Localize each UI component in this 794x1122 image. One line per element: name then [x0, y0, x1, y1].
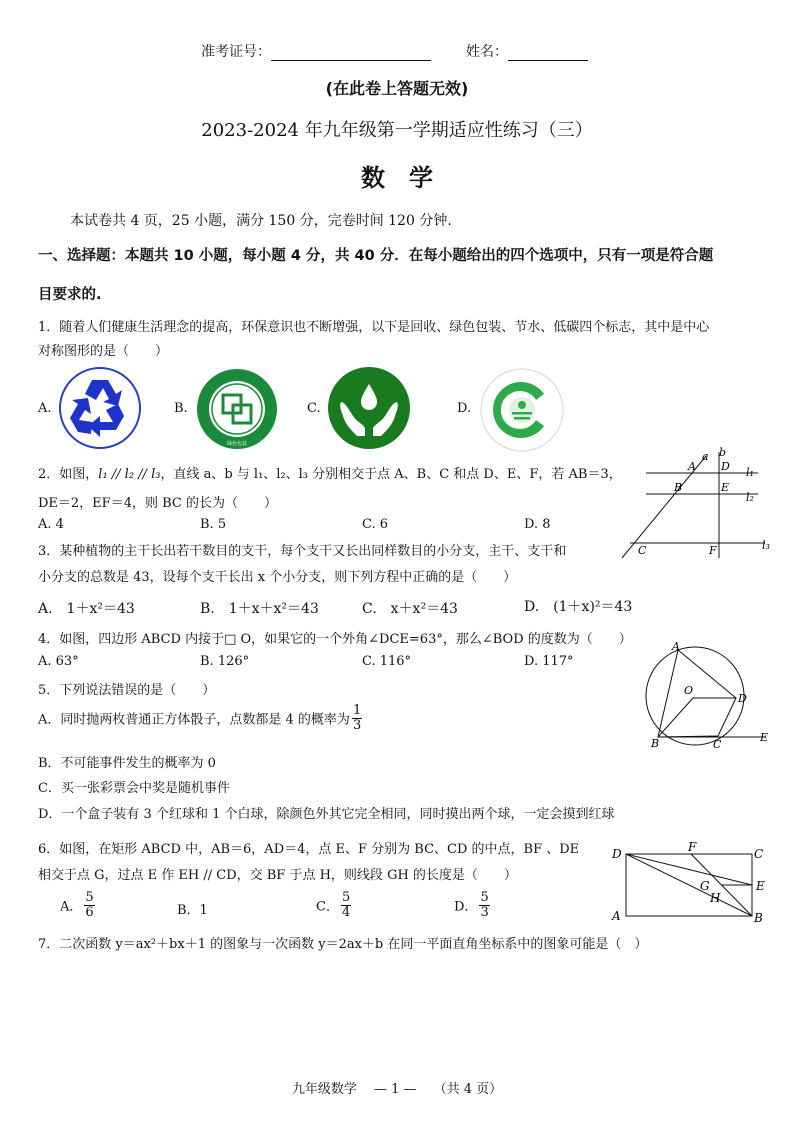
q3-option-c: C. x＋x²＝43	[362, 601, 458, 617]
section-heading-cont: 目要求的.	[38, 287, 102, 303]
q2-label-a: a	[702, 450, 709, 463]
q4-label-O: O	[684, 684, 694, 697]
name-label: 姓名：	[466, 44, 508, 60]
q2-label-E: E	[721, 481, 730, 494]
q6-opt-d-label: D．	[454, 899, 478, 915]
q1-option-d: D.	[457, 401, 472, 416]
q2-label-B: B	[674, 481, 683, 494]
q6-opt-c-num: 5	[341, 890, 351, 905]
q1-stem: 1．随着人们健康生活理念的提高，环保意识也不断增强，以下是回收、绿色包装、节水、低碳四个标志，其中是中心	[38, 320, 710, 335]
q2-label-D: D	[721, 460, 730, 473]
q6-opt-c-den: 4	[341, 904, 351, 920]
q4-option-d: D. 117°	[524, 654, 574, 669]
q2-label-l1: l₁	[746, 466, 754, 479]
q2-label-A: A	[688, 460, 696, 473]
q6-opt-d-den: 3	[480, 904, 489, 920]
q3-option-d: D. (1＋x)²＝43	[524, 599, 633, 615]
q6-label-E: E	[756, 879, 765, 893]
page-footer: 九年级数学 — 1 — （共 4 页）	[291, 1082, 503, 1097]
q6-stem: 6．如图，在矩形 ABCD 中，AB＝6，AD＝4，点 E、F 分别为 BC、CD 的中点，BF 、DE	[38, 842, 580, 857]
q5-option-d: D．一个盒子装有 3 个红球和 1 个白球，除颜色外其它完全相同，同时摸出两个球，一定会摸到红球	[38, 807, 615, 822]
q6-opt-a-num: 5	[85, 890, 94, 905]
q5-option-a-text: A．同时抛两枚普通正方体骰子，点数都是 4 的概率为	[38, 712, 350, 728]
q2-figure	[620, 446, 780, 566]
q6-opt-d-fraction	[479, 891, 489, 919]
q6-option-b: B．1	[177, 903, 208, 918]
q2-option-c: C. 6	[362, 517, 389, 532]
q2-option-b: B. 5	[200, 517, 227, 532]
exam-number-field	[201, 41, 431, 61]
section-heading: 一、选择题：本题共 10 小题，每小题 4 分，共 40 分．在每小题给出的四个选项中，只有一项是符合题	[38, 248, 714, 264]
exam-number-blank	[271, 46, 431, 61]
q3-stem: 3．某种植物的主干长出若干数目的支干，每个支干又长出同样数目的小分支，主干、支干和	[38, 544, 567, 559]
q2-stem-a: 2．如图，	[38, 467, 99, 482]
q5-option-c: C．买一张彩票会中奖是随机事件	[38, 781, 230, 796]
q5-frac-den: 3	[352, 717, 362, 733]
q3-option-b: B. 1＋x＋x²＝43	[200, 601, 319, 617]
q6-label-H: H	[710, 891, 721, 905]
logo-b-bottom-text: 绿色包装	[226, 441, 248, 447]
q6-opt-a-den: 6	[85, 904, 94, 920]
low-carbon-icon	[480, 368, 564, 452]
q1-option-b: B.	[174, 401, 188, 416]
name-field	[466, 41, 588, 61]
water-saving-icon	[327, 366, 411, 450]
q6-figure	[610, 838, 774, 926]
q6-option-c	[316, 891, 353, 919]
q2-option-a: A. 4	[38, 517, 64, 532]
q3-option-a: A. 1＋x²＝43	[38, 601, 135, 617]
q4-label-D: D	[738, 692, 747, 705]
q4-label-A: A	[672, 640, 680, 653]
q5-stem: 5．下列说法错误的是（ ）	[38, 683, 216, 698]
q5-frac-num: 1	[352, 703, 362, 718]
q6-opt-c-label: C．	[316, 899, 339, 915]
q6-opt-a-fraction	[84, 891, 94, 919]
q1-option-a: A.	[38, 401, 52, 416]
name-blank	[508, 46, 588, 61]
q7-stem: 7．二次函数 y＝ax²＋bx＋1 的图象与一次函数 y＝2ax＋b 在同一平面直角坐标系中的图象可能是（ ）	[38, 937, 648, 952]
q4-option-b: B. 126°	[200, 654, 250, 669]
q6-opt-a-label: A．	[60, 899, 83, 915]
q6-opt-d-num: 5	[480, 890, 489, 905]
q2-label-b: b	[719, 446, 727, 459]
exam-title: 2023-2024 年九年级第一学期适应性练习（三）	[201, 120, 593, 141]
q4-label-E: E	[760, 731, 769, 744]
q6-option-d	[454, 891, 492, 919]
exam-number-label: 准考证号：	[201, 44, 271, 60]
q4-figure	[638, 640, 778, 752]
green-packaging-icon	[195, 367, 279, 451]
q6-stem-cont: 相交于点 G，过点 E 作 EH // CD，交 BF 于点 H，则线段 GH 的长度是（ ）	[38, 868, 517, 883]
q1-option-c: C.	[307, 401, 321, 416]
q6-label-F: F	[688, 840, 697, 854]
q6-label-G: G	[700, 879, 710, 893]
q3-stem-cont: 小分支的总数是 43，设每个支干长出 x 个小分支，则下列方程中正确的是（ ）	[38, 570, 517, 585]
q2-stem-b: ，直线 a、b 与 l₁、l₂、l₃ 分别相交于点 A、B、C 和点 D、E、F，若 AB＝3，	[160, 467, 622, 482]
recycle-icon	[58, 366, 142, 450]
q6-opt-c-fraction	[341, 891, 351, 919]
q6-label-A: A	[612, 909, 621, 923]
q6-label-D: D	[612, 847, 622, 861]
q2-stem	[38, 463, 622, 482]
notice: (在此卷上答题无效)	[325, 79, 469, 98]
q2-label-F: F	[709, 544, 717, 557]
q6-label-C: C	[754, 847, 764, 861]
q2-stem-cont: DE＝2，EF＝4，则 BC 的长为（ ）	[38, 496, 277, 511]
q4-stem: 4．如图，四边形 ABCD 内接于□ O，如果它的一个外角∠DCE=63°，那么∠BOD 的度数为（ ）	[38, 632, 632, 647]
q2-parallel: l₁ // l₂ // l₃	[98, 467, 161, 482]
q4-label-B: B	[651, 737, 660, 750]
exam-intro: 本试卷共 4 页，25 小题，满分 150 分，完卷时间 120 分钟.	[70, 213, 452, 229]
q6-label-B: B	[754, 911, 763, 925]
q5-option-a	[38, 704, 364, 732]
q2-label-C: C	[638, 544, 647, 557]
q2-label-l2: l₂	[746, 491, 754, 504]
q5-option-b: B．不可能事件发生的概率为 0	[38, 756, 216, 771]
q2-option-d: D. 8	[524, 517, 551, 532]
subject-title: 数 学	[361, 164, 433, 192]
q4-option-c: C. 116°	[362, 654, 412, 669]
q6-option-a	[60, 891, 97, 919]
q2-label-l3: l₃	[762, 539, 770, 552]
q1-stem-cont: 对称图形的是（ ）	[38, 344, 169, 359]
q4-label-C: C	[713, 738, 722, 751]
q5-option-a-fraction	[352, 704, 362, 732]
q4-option-a: A. 63°	[38, 654, 79, 669]
